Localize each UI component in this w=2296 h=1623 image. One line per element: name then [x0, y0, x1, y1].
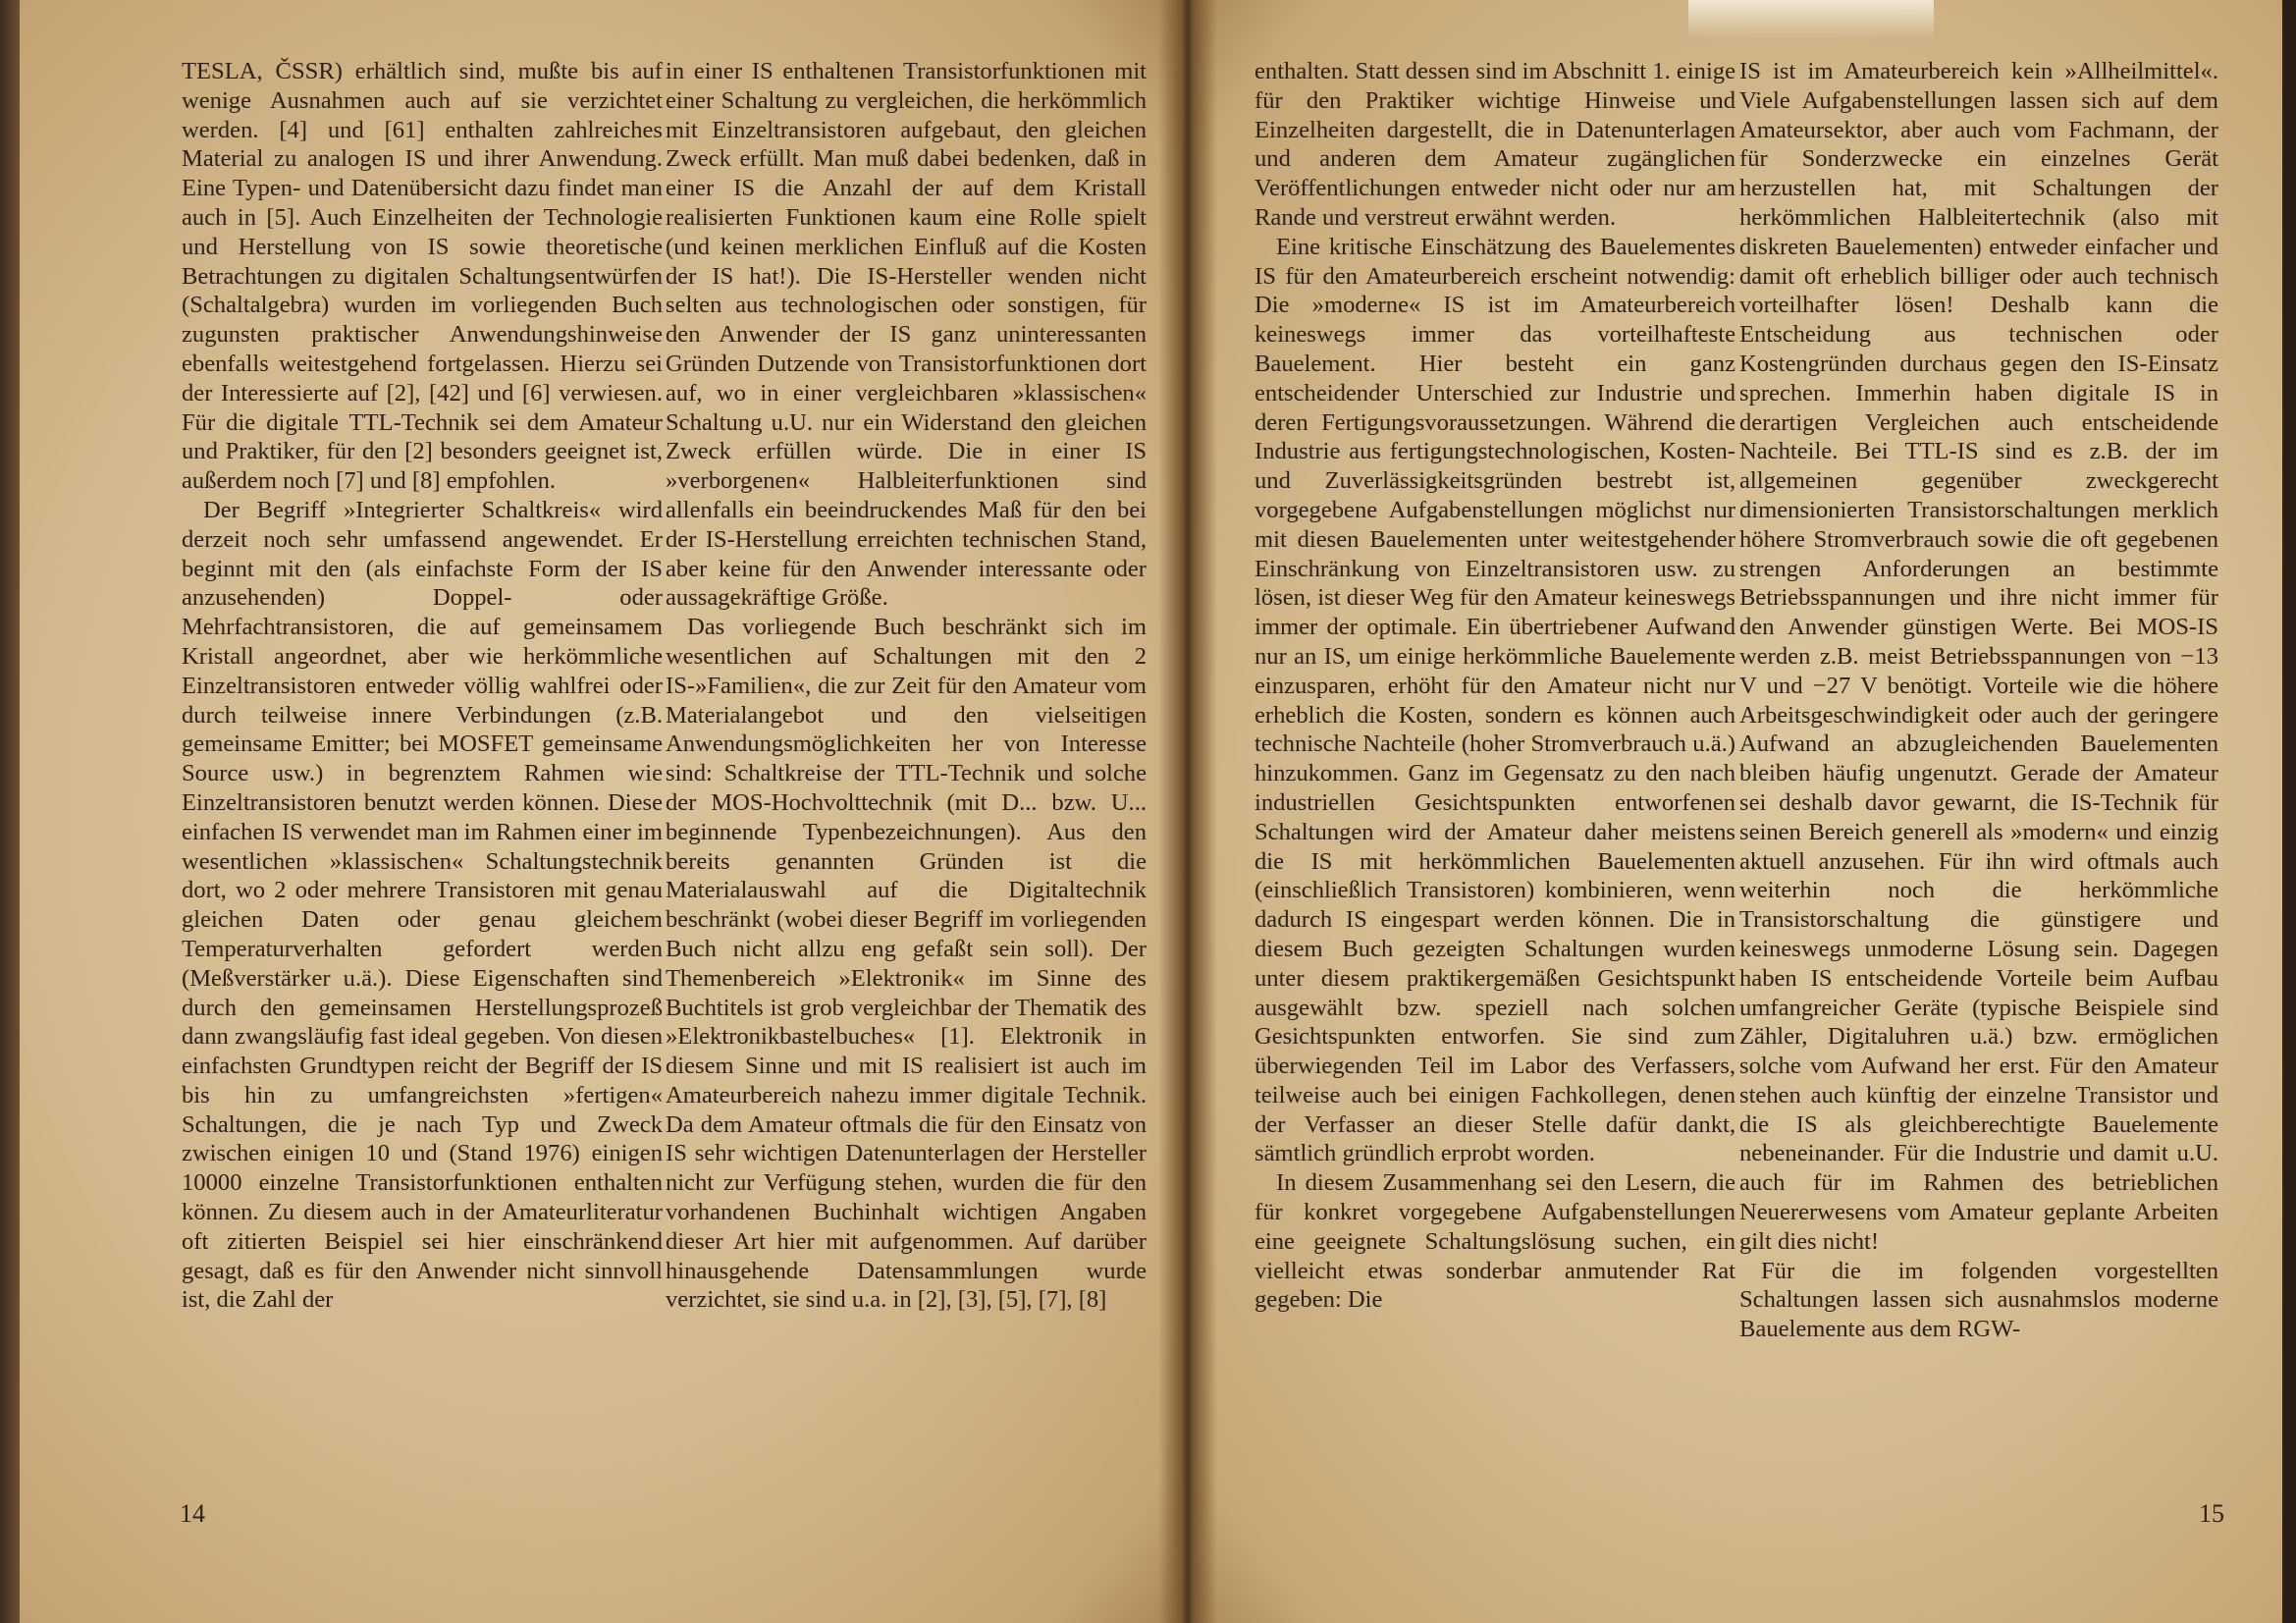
right-page-column-2: [1739, 57, 2218, 1344]
right-page-column-1: [1255, 57, 1735, 1315]
page-number-right: 15: [2199, 1499, 2224, 1528]
paragraph: Für die im folgenden vorgestellten Schaltungen lassen sich ausnahmslos moderne Bauelemente aus dem RGW-: [1739, 1257, 2218, 1343]
page-number-left: 14: [180, 1499, 205, 1528]
left-page-column-2: [666, 57, 1147, 1315]
paragraph: Der Begriff »Integrierter Schaltkreis« wird derzeit noch sehr umfassend angewendet. Er beginnt mit den (als einfachste Form der IS anzusehenden) Doppel- oder Mehrfachtransistoren, die auf gemeinsamem Kristall angeordnet, aber wie herkömmliche Einzeltransistoren entweder völlig wahlfrei oder durch teilweise innere Verbindungen (z.B. gemeinsame Emitter; bei MOSFET gemeinsame Source usw.) in begrenztem Rahmen wie Einzeltransistoren benutzt werden können. Diese einfachen IS verwendet man im Rahmen einer im wesentlichen »klassischen« Schaltungstechnik dort, wo 2 oder mehrere Transistoren mit genau gleichen Daten oder genau gleichem Temperaturverhalten gefordert werden (Meßverstärker u.ä.). Diese Eigenschaften sind durch den gemeinsamen Herstellungsprozeß dann zwangsläufig fast ideal gegeben. Von diesen einfachsten Grundtypen reicht der Begriff der IS bis hin zu umfangreichsten »fertigen« Schaltungen, die je nach Typ und Zweck zwischen einigen 10 und (Stand 1976) einigen 10000 einzelne Transistorfunktionen enthalten können. Zu diesem auch in der Amateurliteratur oft zitierten Beispiel sei hier einschränkend gesagt, daß es für den Anwender nicht sinnvoll ist, die Zahl der: [182, 496, 663, 1314]
paragraph: In diesem Zusammenhang sei den Lesern, die für konkret vorgegebene Aufgabenstellungen eine geeignete Schaltungslösung suchen, ein vielleicht etwas sonderbar anmutender Rat gegeben: Die: [1255, 1169, 1735, 1314]
paragraph: Eine kritische Einschätzung des Bauelementes IS für den Amateurbereich erscheint notwendig: Die »moderne« IS ist im Amateurbereich keineswegs immer das vorteilhafteste Bauelement. Hier besteht ein ganz entscheidender Unterschied zur Industrie und deren Fertigungsvoraussetzungen. Während die Industrie aus fertigungstechnologischen, Kosten- und Zuverlässigkeitsgründen bestrebt ist, vorgegebene Aufgabenstellungen möglichst nur mit diesen Bauelementen unter weitestgehender Einschränkung von Einzeltransistoren usw. zu lösen, ist dieser Weg für den Amateur keineswegs immer der optimale. Ein übertriebener Aufwand nur an IS, um einige herkömmliche Bauelemente einzusparen, erhöht für den Amateur nicht nur erheblich die Kosten, sondern es können auch technische Nachteile (hoher Stromverbrauch u.ä.) hinzukommen. Ganz im Gegensatz zu den nach industriellen Gesichtspunkten entworfenen Schaltungen wird der Amateur daher meistens die IS mit herkömmlichen Bauelementen (einschließlich Transistoren) kombinieren, wenn dadurch IS eingespart werden können. Die in diesem Buch gezeigten Schaltungen wurden unter diesem praktikergemäßen Gesichtspunkt ausgewählt bzw. speziell nach solchen Gesichtspunkten entworfen. Sie sind zum überwiegenden Teil im Labor des Verfassers, teilweise auch bei einigen Fachkollegen, denen der Verfasser an dieser Stelle dafür dankt, sämtlich gründlich erprobt worden.: [1255, 233, 1735, 1167]
paragraph: enthalten. Statt dessen sind im Abschnitt 1. einige für den Praktiker wichtige Hinweise und Einzelheiten dargestellt, die in Datenunterlagen und anderen dem Amateur zugänglichen Veröffentlichungen entweder nicht oder nur am Rande und verstreut erwähnt werden.: [1255, 58, 1735, 231]
paragraph: IS ist im Amateurbereich kein »Allheilmittel«. Viele Aufgabenstellungen lassen sich auf dem Amateursektor, aber auch vom Fachmann, der für Sonderzwecke ein einzelnes Gerät herzustellen hat, mit Schaltungen der herkömmlichen Halbleitertechnik (also mit diskreten Bauelementen) entweder einfacher und damit oft erheblich billiger oder auch technisch vorteilhafter lösen! Deshalb kann die Entscheidung aus technischen oder Kostengründen durchaus gegen den IS-Einsatz sprechen. Immerhin haben digitale IS in derartigen Vergleichen auch entscheidende Nachteile. Bei TTL-IS sind es z.B. der im allgemeinen gegenüber zweckgerecht dimensionierten Transistorschaltungen merklich höhere Stromverbrauch sowie die oft gegebenen strengen Anforderungen an bestimmte Betriebsspannungen und ihre nicht immer für den Anwender günstigen Werte. Bei MOS-IS werden z.B. meist Betriebsspannungen von −13 V und −27 V benötigt. Vorteile wie die höhere Arbeitsgeschwindigkeit oder auch der geringere Aufwand an abzugleichenden Bauelementen bleiben häufig ungenutzt. Gerade der Amateur sei deshalb davor gewarnt, die IS-Technik für seinen Bereich generell als »modern« und einzig aktuell anzusehen. Für ihn wird oftmals auch weiterhin noch die herkömmliche Transistorschaltung die günstigere und keineswegs unmoderne Lösung sein. Dagegen haben IS entscheidende Vorteile beim Aufbau umfangreicher Geräte (typische Beispiele sind Zähler, Digitaluhren u.ä.) bzw. ermöglichen solche vom Aufwand her erst. Für den Amateur stehen auch künftig der einzelne Transistor und die IS als gleichberechtigte Bauelemente nebeneinander. Für die Industrie und damit u.U. auch für im Rahmen des betrieblichen Neuererwesens vom Amateur geplante Arbeiten gilt dies nicht!: [1739, 58, 2218, 1255]
paragraph: TESLA, ČSSR) erhältlich sind, mußte bis auf wenige Ausnahmen auch auf sie verzichtet werden. [4] und [61] enthalten zahlreiches Material zu analogen IS und ihrer Anwendung. Eine Typen- und Datenübersicht dazu findet man auch in [5]. Auch Einzelheiten der Technologie und Herstellung von IS sowie theoretische Betrachtungen zu digitalen Schaltungsentwürfen (Schaltalgebra) wurden im vorliegenden Buch zugunsten praktischer Anwendungshinweise ebenfalls weitestgehend fortgelassen. Hierzu sei der Interessierte auf [2], [42] und [6] verwiesen. Für die digitale TTL-Technik sei dem Amateur und Praktiker, für den [2] besonders geeignet ist, außerdem noch [7] und [8] empfohlen.: [182, 58, 663, 495]
book-spine: [1158, 0, 1217, 1623]
left-page-column-1: [182, 57, 663, 1315]
paragraph: Das vorliegende Buch beschränkt sich im wesentlichen auf Schaltungen mit den 2 IS-»Familien«, die zur Zeit für den Amateur vom Materialangebot und den vielseitigen Anwendungsmöglichkeiten her von Interesse sind: Schaltkreise der TTL-Technik und solche der MOS-Hochvolttechnik (mit D... bzw. U... beginnende Typenbezeichnungen). Aus den bereits genannten Gründen ist die Materialauswahl auf die Digitaltechnik beschränkt (wobei dieser Begriff im vorliegenden Buch nicht allzu eng gefaßt sein soll). Der Themenbereich »Elektronik« im Sinne des Buchtitels ist grob vergleichbar der Thematik des »Elektronikbastelbuches« [1]. Elektronik in diesem Sinne und mit IS realisiert ist auch im Amateurbereich nahezu immer digitale Technik. Da dem Amateur oftmals die für den Einsatz von IS sehr wichtigen Datenunterlagen der Hersteller nicht zur Verfügung stehen, wurden die für den vorhandenen Buchinhalt wichtigen Angaben dieser Art hier mit aufgenommen. Auf darüber hinausgehende Datensammlungen wurde verzichtet, sie sind u.a. in [2], [3], [5], [7], [8]: [666, 614, 1147, 1314]
paragraph: in einer IS enthaltenen Transistorfunktionen mit einer Schaltung zu vergleichen, die herkömmlich mit Einzeltransistoren aufgebaut, den gleichen Zweck erfüllt. Man muß dabei bedenken, daß in einer IS die Anzahl der auf dem Kristall realisierten Funktionen kaum eine Rolle spielt (und keinen merklichen Einfluß auf die Kosten der IS hat!). Die IS-Hersteller wenden nicht selten aus technologischen oder sonstigen, für den Anwender der IS ganz uninteressanten Gründen Dutzende von Transistorfunktionen dort auf, wo in einer vergleichbaren »klassischen« Schaltung u.U. nur ein Widerstand den gleichen Zweck erfüllen würde. Die in einer IS »verborgenen« Halbleiterfunktionen sind allenfalls ein beeindruckendes Maß für den bei der IS-Herstellung erreichten technischen Stand, aber keine für den Anwender interessante oder aussagekräftige Größe.: [666, 58, 1147, 612]
paper-wear-mark: [1688, 0, 1934, 39]
